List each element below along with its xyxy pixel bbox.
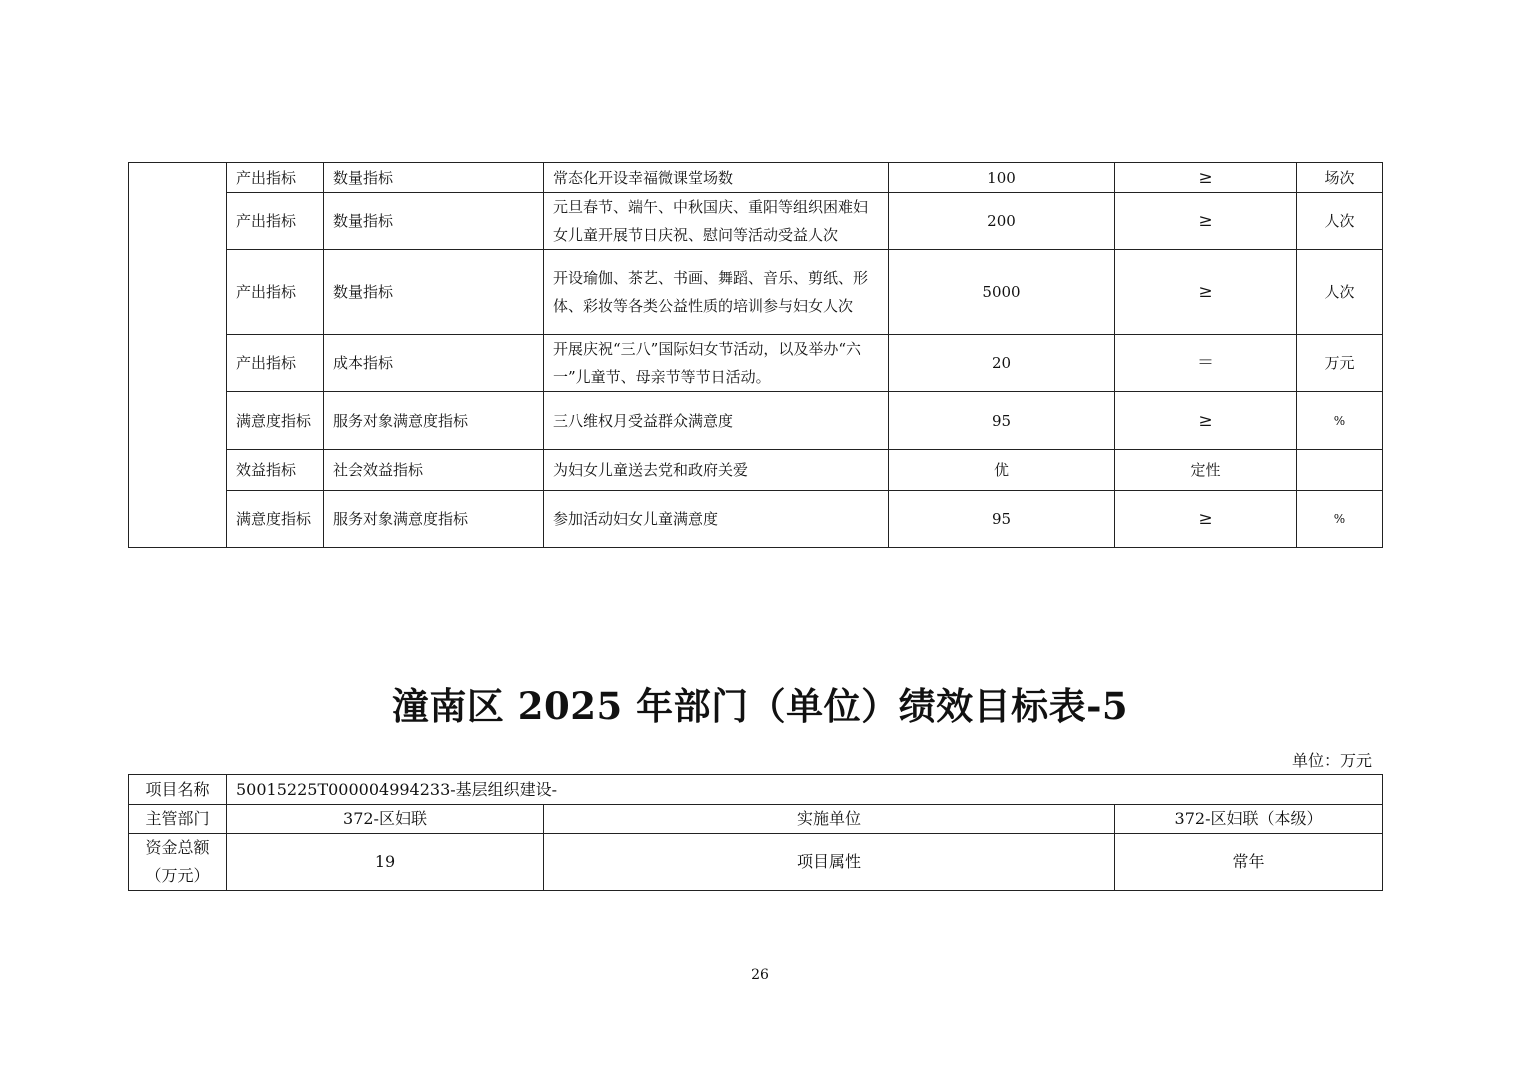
content-cell: 三八维权月受益群众满意度 [544, 392, 889, 450]
operator-cell: ≥ [1115, 193, 1297, 250]
value-cell: 20 [889, 335, 1115, 392]
unit-label: 单位：万元 [1291, 751, 1372, 770]
level2-cell: 数量指标 [324, 163, 544, 193]
value-cell: 100 [889, 163, 1115, 193]
table-row [129, 450, 1383, 491]
content-cell: 开展庆祝“三八”国际妇女节活动，以及举办“六一”儿童节、母亲节等节日活动。 [544, 335, 889, 392]
value-cell: 95 [889, 491, 1115, 548]
unit-cell: 场次 [1297, 163, 1383, 193]
level2-cell: 数量指标 [324, 193, 544, 250]
table-row [129, 335, 1383, 392]
level2-cell: 社会效益指标 [324, 450, 544, 491]
level1-cell: 产出指标 [227, 193, 324, 250]
page-number: 26 [751, 967, 769, 983]
page-title: 潼南区 2025 年部门（单位）绩效目标表-5 [391, 684, 1129, 728]
value-cell: 5000 [889, 250, 1115, 335]
value-cell: 优 [889, 450, 1115, 491]
project-name-value: 50015225T000004994233-基层组织建设- [227, 775, 1383, 805]
level1-cell: 效益指标 [227, 450, 324, 491]
operator-cell: ≥ [1115, 392, 1297, 450]
content-cell: 参加活动妇女儿童满意度 [544, 491, 889, 548]
unit-cell: % [1297, 491, 1383, 548]
level2-cell: 服务对象满意度指标 [324, 491, 544, 548]
table-row [129, 392, 1383, 450]
table-row [129, 250, 1383, 335]
dept-label: 主管部门 [129, 805, 227, 834]
attr-label: 项目属性 [544, 834, 1115, 891]
unit-cell: 人次 [1297, 193, 1383, 250]
operator-cell: ≥ [1115, 250, 1297, 335]
project-name-label: 项目名称 [129, 775, 227, 805]
level1-cell: 产出指标 [227, 335, 324, 392]
level1-cell: 满意度指标 [227, 392, 324, 450]
level2-cell: 服务对象满意度指标 [324, 392, 544, 450]
content-cell: 元旦春节、端午、中秋国庆、重阳等组织困难妇女儿童开展节日庆祝、慰问等活动受益人次 [544, 193, 889, 250]
table-row [129, 163, 1383, 193]
operator-cell: ≥ [1115, 163, 1297, 193]
table-row [129, 193, 1383, 250]
level1-cell: 产出指标 [227, 250, 324, 335]
value-cell: 200 [889, 193, 1115, 250]
level1-cell: 产出指标 [227, 163, 324, 193]
impl-value: 372-区妇联（本级） [1115, 805, 1383, 834]
table-row [129, 491, 1383, 548]
attr-value: 常年 [1115, 834, 1383, 891]
impl-label: 实施单位 [544, 805, 1115, 834]
table-row [129, 834, 1383, 891]
table-row [129, 775, 1383, 805]
level2-cell: 数量指标 [324, 250, 544, 335]
level1-cell: 满意度指标 [227, 491, 324, 548]
operator-cell: 定性 [1115, 450, 1297, 491]
indicator-table [128, 162, 1383, 548]
operator-cell: ＝ [1115, 335, 1297, 392]
dept-value: 372-区妇联 [227, 805, 544, 834]
table-row [129, 805, 1383, 834]
content-cell: 为妇女儿童送去党和政府关爱 [544, 450, 889, 491]
funds-label: 资金总额（万元） [129, 834, 227, 891]
unit-cell [1297, 450, 1383, 491]
unit-cell: 万元 [1297, 335, 1383, 392]
value-cell: 95 [889, 392, 1115, 450]
content-cell: 开设瑜伽、茶艺、书画、舞蹈、音乐、剪纸、形体、彩妆等各类公益性质的培训参与妇女人次 [544, 250, 889, 335]
project-info-table [128, 774, 1383, 891]
merged-left-cell [129, 163, 227, 548]
level2-cell: 成本指标 [324, 335, 544, 392]
funds-value: 19 [227, 834, 544, 891]
operator-cell: ≥ [1115, 491, 1297, 548]
content-cell: 常态化开设幸福微课堂场数 [544, 163, 889, 193]
unit-cell: % [1297, 392, 1383, 450]
unit-cell: 人次 [1297, 250, 1383, 335]
